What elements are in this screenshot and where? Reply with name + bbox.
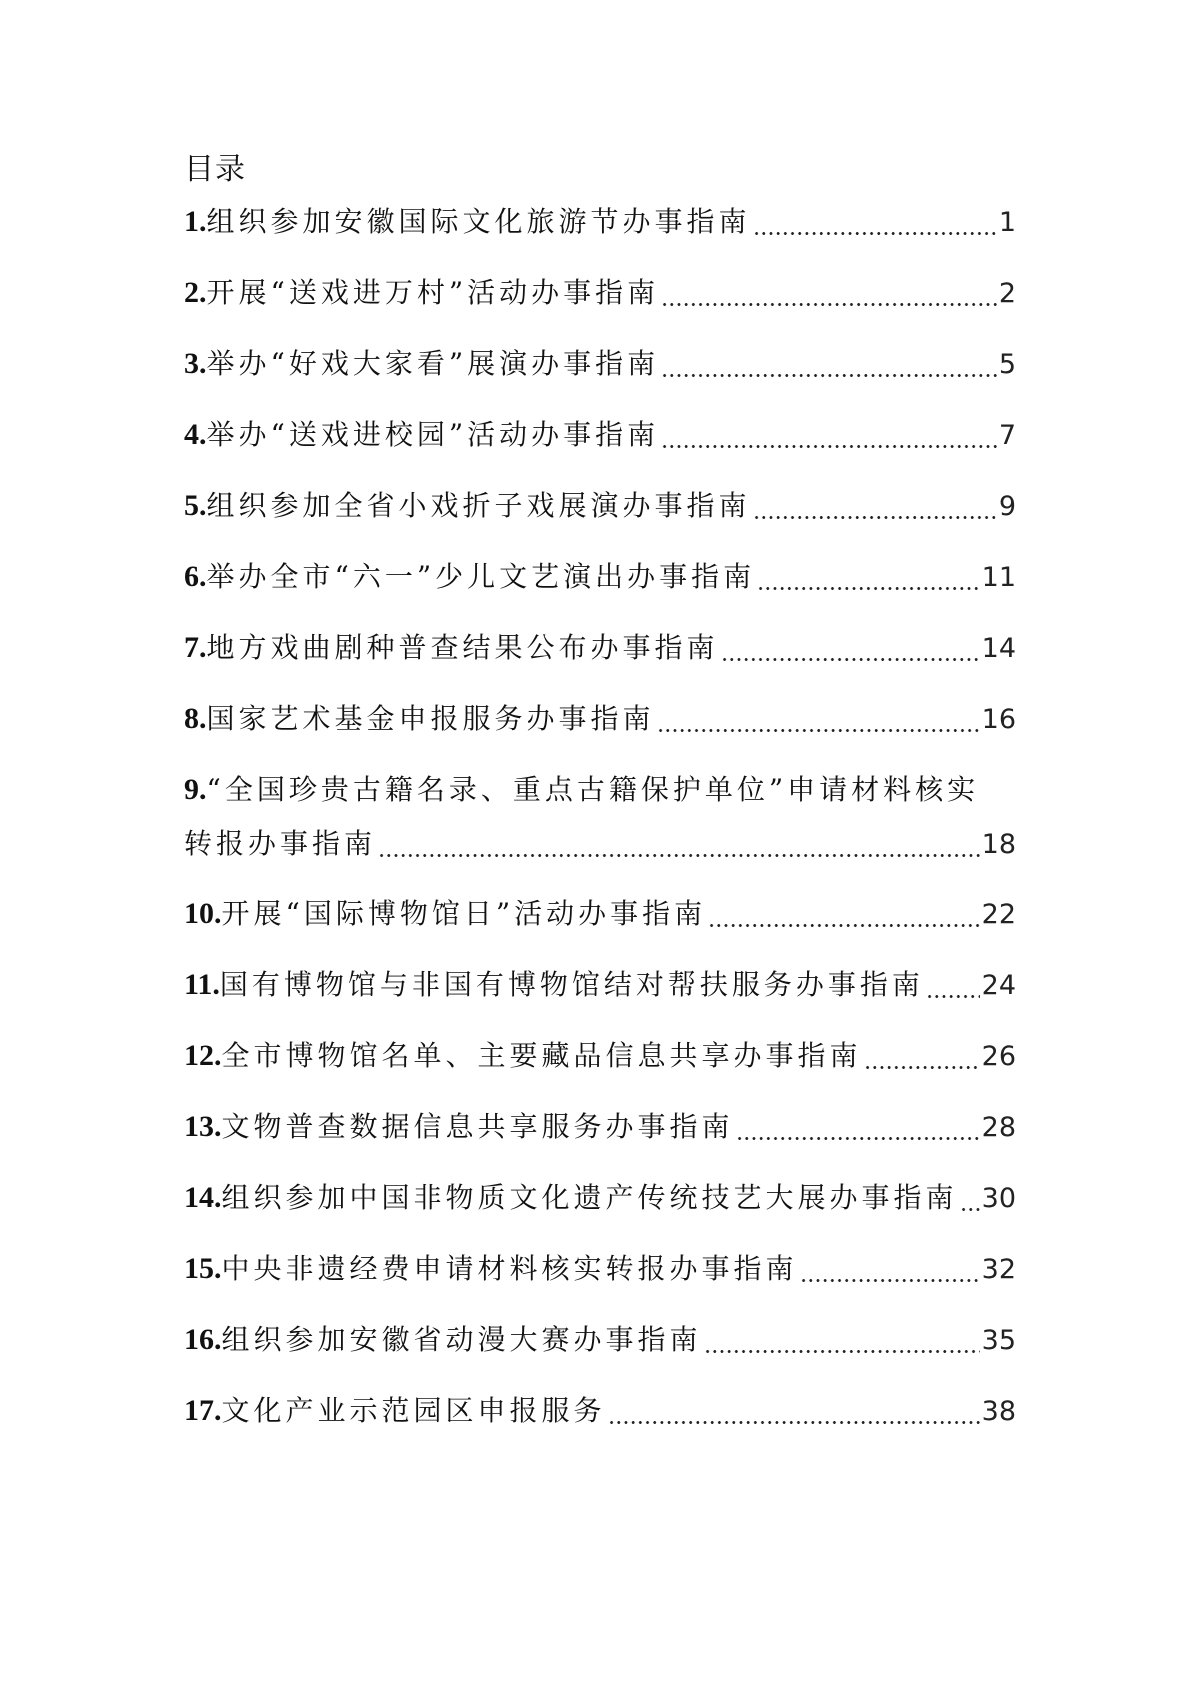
entry-number: 10. [184, 897, 222, 930]
dot-leader [657, 697, 980, 741]
dot-leader [926, 963, 980, 1007]
entry-page-number: 2 [998, 278, 1016, 309]
entry-number: 14. [184, 1181, 222, 1214]
entry-text: 文化产业示范园区申报服务 [221, 1394, 606, 1427]
entry-number: 9. [184, 773, 207, 806]
entry-page-number: 11 [981, 562, 1016, 593]
entry-page-number: 30 [981, 1183, 1016, 1214]
entry-text: 举办“好戏大家看”展演办事指南 [206, 347, 660, 380]
entry-text: 组织参加全省小戏折子戏展演办事指南 [206, 489, 751, 522]
toc-entry-8[interactable] [184, 697, 1016, 741]
entry-number: 3. [184, 347, 207, 380]
dot-leader [608, 1389, 980, 1433]
entry-number: 12. [184, 1039, 222, 1072]
entry-text: 国有博物馆与非国有博物馆结对帮扶服务办事指南 [219, 968, 924, 1001]
entry-text: 文物普查数据信息共享服务办事指南 [221, 1110, 734, 1143]
entry-text: 举办“送戏进校园”活动办事指南 [206, 418, 660, 451]
dot-leader [736, 1105, 980, 1149]
entry-number: 4. [184, 418, 207, 451]
entry-number: 11. [184, 968, 220, 1001]
toc-entry-13[interactable] [184, 1105, 1016, 1149]
entry-page-number: 24 [981, 970, 1016, 1001]
entry-page-number: 35 [981, 1325, 1016, 1356]
entry-text: 中央非遗经费申请材料核实转报办事指南 [221, 1252, 798, 1285]
toc-entry-11[interactable] [184, 963, 1016, 1007]
entry-number: 15. [184, 1252, 222, 1285]
entry-number: 8. [184, 702, 207, 735]
entry-number: 6. [184, 560, 207, 593]
entry-number: 1. [184, 205, 207, 238]
entry-number: 7. [184, 631, 207, 664]
entry-number: 17. [184, 1394, 222, 1427]
entry-text: 组织参加安徽省动漫大赛办事指南 [221, 1323, 702, 1356]
entry-page-number: 22 [981, 899, 1016, 930]
entry-text: 国家艺术基金申报服务办事指南 [206, 702, 655, 735]
entry-page-number: 38 [981, 1396, 1016, 1427]
toc-entry-14[interactable] [184, 1176, 1016, 1220]
entry-page-number: 32 [981, 1254, 1016, 1285]
entry-page-number: 16 [981, 704, 1016, 735]
dot-leader [757, 555, 980, 599]
toc-entry-9-line-1[interactable] [184, 768, 1016, 812]
entry-text: 组织参加中国非物质文化遗产传统技艺大展办事指南 [221, 1181, 958, 1214]
toc-entry-4[interactable] [184, 413, 1016, 457]
entry-number: 13. [184, 1110, 222, 1143]
dot-leader [864, 1034, 980, 1078]
toc-entry-2[interactable] [184, 271, 1016, 315]
dot-leader [704, 1318, 980, 1362]
toc-entry-7[interactable] [184, 626, 1016, 670]
toc-entry-9-line-2[interactable] [184, 822, 1016, 866]
entry-page-number: 1 [998, 207, 1016, 238]
entry-number: 5. [184, 489, 207, 522]
toc-entry-1[interactable] [184, 200, 1016, 244]
entry-page-number: 18 [981, 829, 1016, 860]
dot-leader [753, 200, 997, 244]
dot-leader [378, 822, 980, 866]
dot-leader [708, 892, 980, 936]
entry-page-number: 28 [981, 1112, 1016, 1143]
entry-page-number: 9 [998, 491, 1016, 522]
dot-leader [721, 626, 980, 670]
toc-entry-17[interactable] [184, 1389, 1016, 1433]
entry-page-number: 5 [998, 349, 1016, 380]
entry-text: 全市博物馆名单、主要藏品信息共享办事指南 [221, 1039, 862, 1072]
toc-entry-10[interactable] [184, 892, 1016, 936]
dot-leader [661, 271, 997, 315]
toc-entry-16[interactable] [184, 1318, 1016, 1362]
toc-entry-12[interactable] [184, 1034, 1016, 1078]
entry-text: 组织参加安徽国际文化旅游节办事指南 [206, 205, 751, 238]
dot-leader [661, 413, 997, 457]
dot-leader [960, 1176, 980, 1220]
toc-title: 目录 [184, 152, 246, 187]
entry-page-number: 7 [998, 420, 1016, 451]
dot-leader [800, 1247, 980, 1291]
entry-number: 2. [184, 276, 207, 309]
entry-page-number: 26 [981, 1041, 1016, 1072]
dot-leader [753, 484, 997, 528]
toc-entry-15[interactable] [184, 1247, 1016, 1291]
entry-text: “全国珍贵古籍名录、重点古籍保护单位”申请材料核实 [206, 773, 980, 806]
entry-number: 16. [184, 1323, 222, 1356]
entry-text: 开展“国际博物馆日”活动办事指南 [221, 897, 707, 930]
toc-entry-3[interactable] [184, 342, 1016, 386]
entry-text: 开展“送戏进万村”活动办事指南 [206, 276, 660, 309]
entry-text: 举办全市“六一”少儿文艺演出办事指南 [206, 560, 756, 593]
entry-text: 地方戏曲剧种普查结果公布办事指南 [206, 631, 719, 664]
toc-entry-5[interactable] [184, 484, 1016, 528]
toc-entry-6[interactable] [184, 555, 1016, 599]
entry-page-number: 14 [981, 633, 1016, 664]
dot-leader [661, 342, 997, 386]
entry-text-continued: 转报办事指南 [184, 827, 377, 860]
